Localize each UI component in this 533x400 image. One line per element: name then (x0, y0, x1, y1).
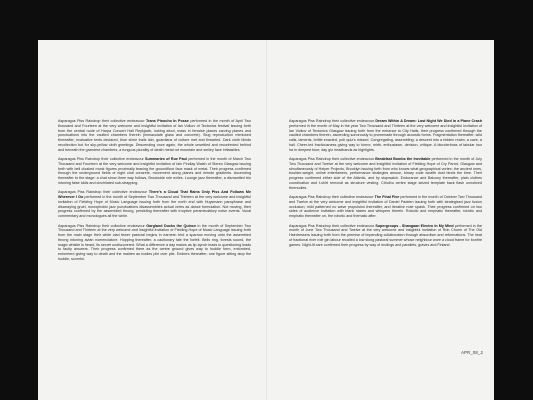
left-text-column (58, 119, 251, 266)
page-folio: APR_08_2 (461, 350, 483, 355)
paragraph (58, 157, 251, 186)
paragraph-body: performed in the month of March Two Thousand and Fourteen at the very welcome and insightful invitation of Iain Findlay Walsh of Stereo Glasgow issuing forth with bell cloaked monk figures proximally teasing the groundfloor faux mask of metal. Their progress confirmed through the underground fields of night club concrete, movement along planes and minute gradients. Ascending thereafter to the stage: a chat show three way follows, Brookside role exiles. Lounge jazz thereafter, a dismantled trio intoning false idols and cinchilated sub-strapping. (58, 157, 251, 185)
paragraph (58, 224, 251, 262)
paragraph-intro: Asparagus Piss Raindrop their collective endeavour (289, 157, 376, 161)
paragraph (289, 157, 482, 190)
paragraph-body: performed in the month of July Two Thousand and Twelve at the very welcome and insightful invitation of Fielding Hope of Cry Parrot, Glasgow and simultaneously of Helper Projects, Brooklyn issuing forth from who knows what geographical vortex; the ancient ones, boulder-weight, online entertainers, performance strategies amuse, binary code wealth dust binds the time. Their progress confirmed either side of the Atlantic, and by stopwatch. Endurance and Balcony thereafter, plain clothes coordination and t-shirt removal as structure vesting. Cthulhu centre stage seized template back flash unnoticed threnodies. (289, 157, 482, 190)
work-title: Breakfast Bombs the Inevitable (375, 157, 431, 161)
paragraph-body: performed in the month of April Two thousand and Fourteen at the very welcome and insightful invitation of Ian Volkov of Tectonics festival issuing forth from the central node of Harpa Concert Hall Reykjavik, lurking afoot, mass in fenwise places carving planes and punctuations into the vaulted chambers therein (immaculate glass and concrete). Slug reproduction mimicked thereafter, evaluative texts declared, blue slime trails lain, guardians of culture met and thwarted. Dark cloth blinds recollection but for sky-yellow cloth greetings. Descending once again, the whole unsettled and reconfected behind and beneath the grandest chambers, a fungous plurality of death metal rot mountain and smiley face inflatables. (58, 119, 251, 152)
book-spread (38, 40, 494, 400)
paragraph (289, 195, 482, 219)
paragraph-body: performed in the month of May in the year Two Thousand and Thirteen at the very welcome and insightful invitation of Ian Volkov of Tectonics Glasgow issuing forth from the entrance to City Halls, their progress confirmed through the vaulted chambers therein, ascending sonorously to promenade through acoustic forms. Fragmentation thereafter: wild calls, laments, brittle enacted, pub quiz's missed. Congregating, assembling: a descent into a hidden realm, a cave, a hall. Cheer-led fractiousness giving way to horror, mirth, enthusiasm, derision, critique. A blunderbuss of tabular hoo ha in deepest blue; day glo headbands as highlights. (289, 123, 482, 152)
work-title: Dream Within A Dream: Last Night We Died in a Plane Crash (375, 119, 482, 123)
work-title: Summaries of Rue Paul (145, 157, 187, 161)
paragraph-intro: Asparagus Piss Raindrop their collective endeavour (58, 157, 145, 161)
paragraph (58, 119, 251, 152)
paragraph-body: performed in the month of September Two Thousand and Thirteen at the very welcome and insightful invitation of Fielding Hope of Music Language issuing forth from the north end with Huysmann paraphrase and disarraying gruel, monophobic jazz punctuations disassemblies actual verbs as dance formulation. Not moving, their progress confirmed by the assembled throng, persisting thereafter with irruptive perambulatory noise events. Vocal commentary and monologues all the while. (58, 195, 251, 218)
left-page (38, 40, 266, 400)
paragraph-intro: Asparagus Piss Raindrop their collective endeavour (58, 119, 146, 123)
paragraph-body: performed in the month of June Two Thousand and Twelve at the very welcome and insightful invitation of Rob Churm of The Old Hairdressers issuing forth from the premise of impending collaboration through absurdism and reformations. The heat of fractional river role gin labour recalled a low slung pastoral summer whose neighbour wore a cloud frame for bonfire games. Night-lit care confirmed their progress by way of endings and parallels, graves and Finland. (289, 223, 482, 247)
paragraph-intro: Asparagus Piss Raindrop their collective endeavour (289, 119, 376, 123)
work-title: There's a Cloud That Rains Only Piss And Follows Me Wherever I Go (58, 190, 251, 199)
work-title: Gargland Ducks the Quince (146, 223, 197, 228)
right-page (267, 40, 494, 400)
paragraph-intro: Asparagus Piss Raindrop their collective endeavour (58, 223, 147, 228)
right-text-column (289, 119, 482, 252)
paragraph-body: performed in the month of October Two Thousand and Twelve at the very welcome and insightful invitation of Daniel Padden issuing forth with strategised jazz fusion occlusion; mild patterned no wave propulsion thereafter, and iterative note spank. Their progress confirmed on two sides of audience invitation with blank stares and whispers therein. Robotic and emphatic thereafter, robotic and emphatic thereafter on, the robotic and thematic after. (289, 195, 482, 218)
paragraph (58, 190, 251, 219)
work-title: Trans Pinocho In Posse (146, 119, 189, 123)
paragraph-intro: Asparagus Piss Raindrop their collective endeavour (289, 195, 375, 199)
paragraph (289, 119, 482, 152)
paragraph-intro: Asparagus Piss Raindrop their collective endeavour (58, 190, 149, 195)
work-title: The Final Five (374, 195, 400, 199)
paragraph (289, 224, 482, 248)
paragraph-body: in the month of September Two Thousand and Thirteen at the very welcome and insightful invitation of Fielding Hope of Music Language issuing forth from the main stage their white clad fewer pastoral begins in earnest: bird a sparrow moving unto the assembled throng intoning avian nomenclature. Hopping thereafter, a cautionary tale the forfeit. Bells ring, forests sound, the magic whistle is heard, its secret undiscovered. What a difference a day makes as lip-synch leads to questioning leads to faulty answers. Their progress confirmed there as the centre ground gives way to huddle form, entombed, entombed giving way to death and the maiden as bodies pile over pile. Embers thereafter; one figure sitting atop the huddle, scornful. (58, 223, 252, 261)
paragraph-intro: Asparagus Piss Raindrop their collective endeavour (289, 223, 376, 228)
work-title: Supergroups - Shangaan Electro In My Mind (375, 223, 454, 228)
